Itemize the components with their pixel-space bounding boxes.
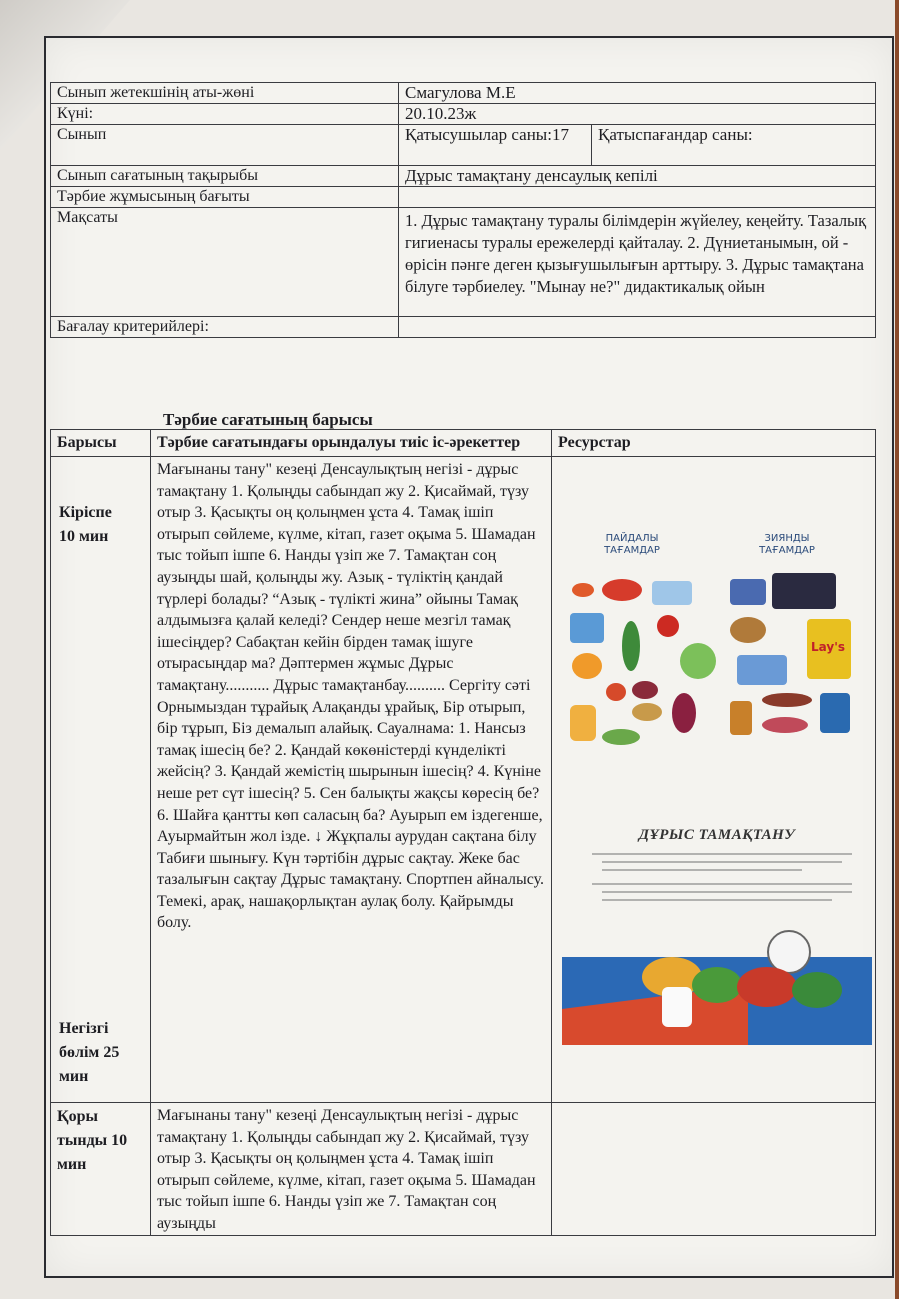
table-row <box>51 125 876 166</box>
vegetable-pile-icon <box>737 967 797 1007</box>
direction-value <box>399 187 876 208</box>
healthy-eating-poster <box>562 817 872 1045</box>
chips-icon <box>807 619 851 679</box>
date-label: Күні: <box>51 104 399 125</box>
poster-text-line <box>602 869 802 871</box>
fruit-icon <box>606 683 626 701</box>
soda-bottles-icon <box>772 573 836 609</box>
stage-cell <box>51 457 151 1103</box>
milk-icon <box>652 581 692 605</box>
healthy-harmful-foods-image <box>562 533 867 753</box>
table-row <box>51 457 876 1103</box>
absent-count: Қатыспағандар саны: <box>592 125 876 166</box>
progress-table <box>50 429 876 1236</box>
document-content <box>50 82 876 1232</box>
direction-label: Тәрбие жұмысының бағыты <box>51 187 399 208</box>
aim-value: 1. Дұрыс тамақтану туралы білімдерін жүйелеу, кеңейту. Тазалық гигиенасы туралы ережелерді қайталау. 2. Дүниетанымын, ой - өрісін пәнге деген қызығушылығын арттыру. 3. Дұрыс тамақтана білуге тәрбиелеу. "Мынау не?" дидактикалық ойын <box>399 208 876 317</box>
column-header: Тәрбие сағатындағы орындалуы тиіс іс-әрекеттер <box>151 430 552 457</box>
stage-cell <box>51 1103 151 1236</box>
poster-text-line <box>602 899 832 901</box>
tomato-icon <box>602 579 642 601</box>
orange-icon <box>572 653 602 679</box>
harmful-foods-title: ЗИЯНДЫ ТАҒАМДАР <box>759 533 815 556</box>
stage-end: Қоры тынды 10 мин <box>57 1108 128 1173</box>
main-activities: Мағынаны тану" кезеңі Денсаулықтың негізі - дұрыс тамақтану 1. Қолыңды сабындап жу 2. Қисаймай, түзу отыр 3. Қасықты оң қолыңмен ұста 4. Тамақ ішіп отырып сөйлеме, күлме, кітап, газет оқыма 5. Шамадан тыс тойып ішпе 6. Нанды үзіп же 7. Тамақтан соң аузыңды шай, қолыңды жу. Азық - түліктің қандай түрлері болады? “Азық - түлікті жина” ойыны Тамақ алдымызға қалай келеді? Сендер неше мезгіл тамақ ішесіңдер? Сабақтан кейін бірден тамақ ішуге отырасыңдар ма? Дәптермен жұмыс Дұрыс тамақтану........... Дұрыс тамақтанбау.......... Сергіту сәті Орнымыздан тұрайық Алақанды ұрайық, Бір отырып, бір тұрып, Біз демалып алайық. Сауалнама: 1. Нансыз тамақ ішесің бе? 2. Қандай көкөністерді күнделікті жейсің? 3. Қандай жемістің шырынын ішесің? 4. Күніне неше рет сүт ішесің? 5. Сен балықты жақсы көресің бе? 6. Шайға қантты көп саласың ба? Ауырып ем іздегенше, Ауырмайтын жол ізде. ↓ Жұқпалы аурудан сақтана білу Табиғи шынығу. Күн тәртібін дұрыс сақтау. Жеке бас тазалығын сақтау Дұрыс тамақтану. Спортпен айналысу. Темекі, арақ, нашақорлықтан аулақ болу. Қайрымды болу. <box>151 457 552 1103</box>
vegetable-pile-icon <box>692 967 742 1003</box>
teacher-value: Смагулова М.Е <box>399 83 876 104</box>
table-row <box>51 187 876 208</box>
sausage-icon <box>762 717 808 733</box>
fries-icon <box>730 701 752 735</box>
poster-text-line <box>602 891 852 893</box>
end-activities: Мағынаны тану" кезеңі Денсаулықтың негізі - дұрыс тамақтану 1. Қолыңды сабындап жу 2. Қисаймай, түзу отыр 3. Қасықты оң қолыңмен ұста 4. Тамақ ішіп отырып сөйлеме, күлме, кітап, газет оқыма 5. Шамадан тыс тойып ішпе 6. Нанды үзіп же 7. Тамақтан соң аузыңды <box>151 1103 552 1236</box>
milk-glass-icon <box>662 987 692 1027</box>
column-header: Барысы <box>51 430 151 457</box>
greens-icon <box>792 972 842 1008</box>
potato-icon <box>632 703 662 721</box>
poster-text-line <box>592 883 852 885</box>
snack-box-icon <box>820 693 850 733</box>
burger-icon <box>730 617 766 643</box>
table-row <box>51 83 876 104</box>
resources-cell <box>552 457 876 1103</box>
criteria-value <box>399 317 876 338</box>
apple-icon <box>657 615 679 637</box>
stage-main: Негізгі бөлім 25 мин <box>59 1020 120 1085</box>
teacher-label: Сынып жетекшінің аты-жөні <box>51 83 399 104</box>
topic-label: Сынып сағатының тақырыбы <box>51 166 399 187</box>
chips-brand: Lay's <box>811 640 846 654</box>
date-value: 20.10.23ж <box>399 104 876 125</box>
column-header: Ресурстар <box>552 430 876 457</box>
class-label: Сынып <box>51 125 399 166</box>
cucumber-icon <box>622 621 640 671</box>
snack-icon <box>730 579 766 605</box>
document-page <box>44 36 894 1278</box>
table-header-row <box>51 430 876 457</box>
healthy-foods-title: ПАЙДАЛЫ ТАҒАМДАР <box>604 533 660 556</box>
snack-pack-icon <box>737 655 787 685</box>
table-row <box>51 208 876 317</box>
table-edge <box>895 0 899 1299</box>
sausage-icon <box>762 693 812 707</box>
criteria-label: Бағалау критерийлері: <box>51 317 399 338</box>
stage-intro: Кіріспе 10 мин <box>59 504 112 545</box>
table-row <box>51 166 876 187</box>
resources-cell-empty <box>552 1103 876 1236</box>
vegetable-icon <box>602 729 640 745</box>
vegetable-icon <box>572 583 594 597</box>
fruit-icon <box>632 681 658 699</box>
table-row <box>51 104 876 125</box>
aim-label: Мақсаты <box>51 208 399 317</box>
present-count: Қатысушылар саны:17 <box>399 125 592 166</box>
juice-icon <box>570 705 596 741</box>
topic-value: Дұрыс тамақтану денсаулық кепілі <box>399 166 876 187</box>
milk-carton-icon <box>570 613 604 643</box>
cabbage-icon <box>680 643 716 679</box>
poster-text-line <box>592 853 852 855</box>
info-table <box>50 82 876 338</box>
poster-text-line <box>602 861 842 863</box>
table-row <box>51 1103 876 1236</box>
poster-title: ДҰРЫС ТАМАҚТАНУ <box>638 827 796 843</box>
beet-icon <box>672 693 696 733</box>
table-row <box>51 317 876 338</box>
section-title: Тәрбие сағатының барысы <box>163 410 373 429</box>
